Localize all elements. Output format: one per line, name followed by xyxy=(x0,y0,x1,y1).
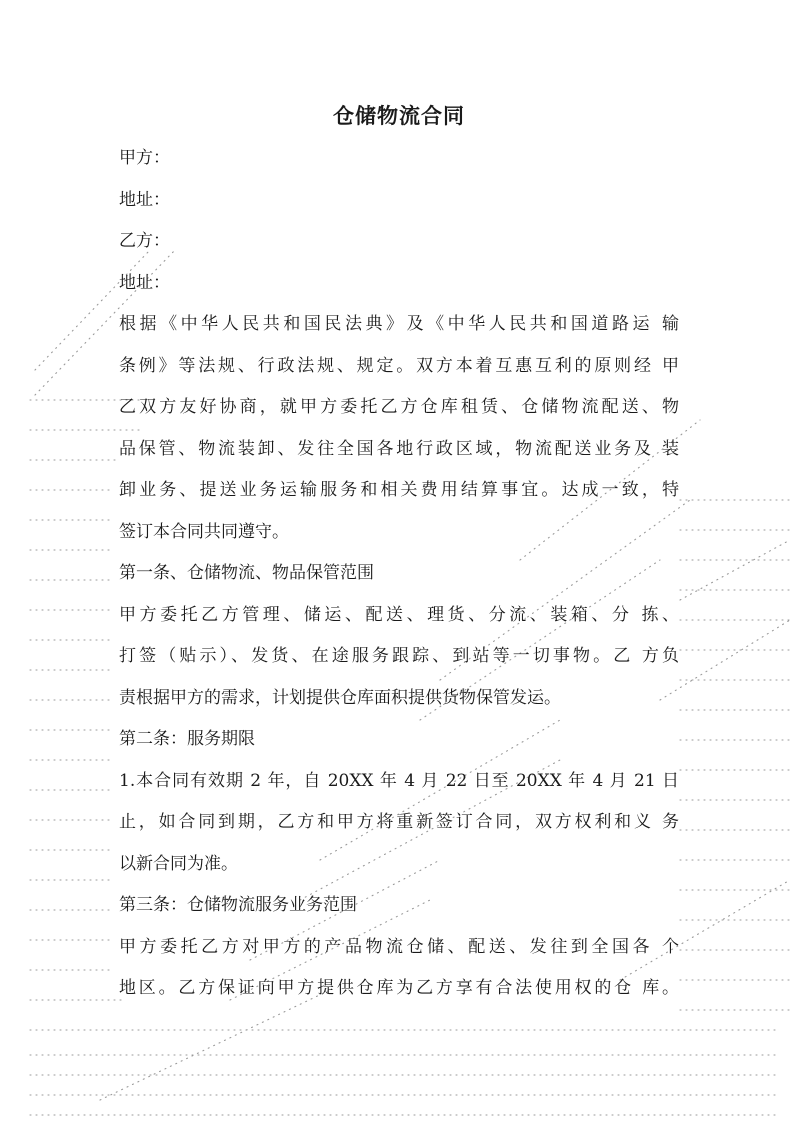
preamble-line: 条例》等法规、行政法规、规定。双方本着互惠互利的原则经 甲 xyxy=(119,355,679,376)
article-1-line: 责根据甲方的需求，计划提供仓库面积提供货物保管发运。 xyxy=(119,687,561,708)
article-1-paragraph xyxy=(119,595,679,720)
preamble-line: 乙双方友好协商，就甲方委托乙方仓库租赁、仓储物流配送、物 xyxy=(119,397,679,417)
document-title: 仓储物流合同 xyxy=(333,103,465,128)
article-3-line: 甲方委托乙方对甲方的产品物流仓储、配送、发往到全国各 个 xyxy=(119,936,679,957)
preamble-line: 卸业务、提送业务运输服务和相关费用结算事宜。达成一致，特 xyxy=(119,480,679,500)
article-3-line: 地区。乙方保证向甲方提供仓库为乙方享有合法使用权的仓 库。 xyxy=(119,978,679,998)
contract-body xyxy=(119,98,679,1010)
party-b-label: 乙方： xyxy=(119,231,170,251)
article-3-heading: 第三条：仓储物流服务业务范围 xyxy=(119,895,357,915)
preamble-paragraph xyxy=(119,304,679,553)
article-2-heading: 第二条：服务期限 xyxy=(119,729,255,749)
article-2-paragraph xyxy=(119,761,679,886)
preamble-line: 根据《中华人民共和国民法典》及《中华人民共和国道路运 输 xyxy=(119,314,679,334)
article-2-line: 1.本合同有效期 2 年，自 20XX 年 4 月 22 日至 20XX 年 4 月 21 日 xyxy=(119,770,679,791)
party-a-label: 甲方： xyxy=(119,148,170,168)
article-1-line: 打签（贴示）、发货、在途服务跟踪、到站等一切事物。乙 方负 xyxy=(119,646,679,666)
article-1-heading: 第一条、仓储物流、物品保管范围 xyxy=(119,563,374,583)
preamble-line: 签订本合同共同遵守。 xyxy=(119,521,289,542)
preamble-line: 品保管、物流装卸、发往全国各地行政区域，物流配送业务及 装 xyxy=(119,438,679,459)
article-2-line: 止，如合同到期，乙方和甲方将重新签订合同，双方权利和义 务 xyxy=(119,812,679,832)
article-2-line: 以新合同为准。 xyxy=(119,853,238,874)
article-3-paragraph xyxy=(119,927,679,1010)
article-1-line: 甲方委托乙方管理、储运、配送、理货、分流、装箱、分 拣、 xyxy=(119,604,679,625)
party-a-address-label: 地址： xyxy=(119,189,170,210)
party-b-address-label: 地址： xyxy=(119,272,170,293)
